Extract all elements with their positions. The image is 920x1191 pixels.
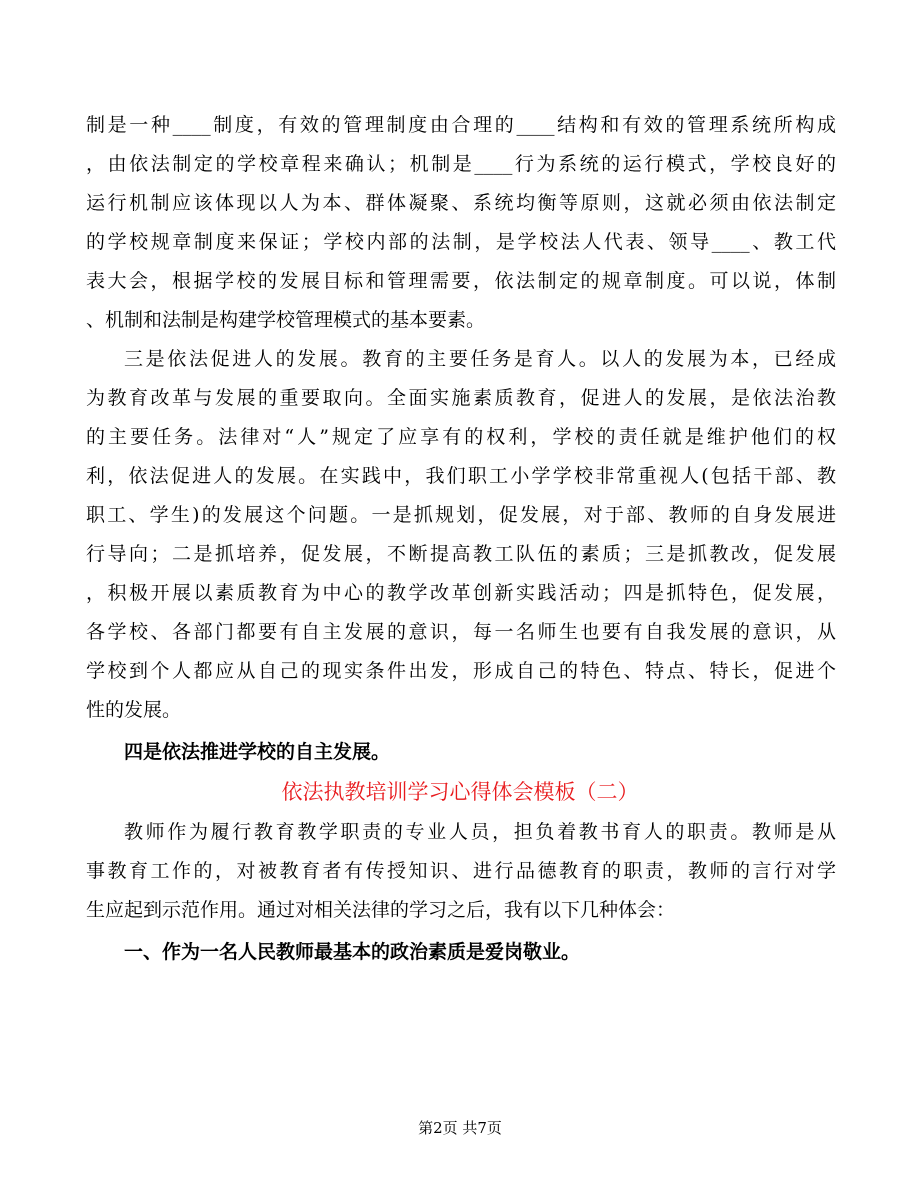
paragraph-line: 为教育改革与发展的重要取向。全面实施素质教育，促进人的发展，是依法治教: [86, 387, 836, 409]
paragraph-line: ，由依法制定的学校章程来确认；机制是____行为系统的运行模式，学校良好的: [86, 153, 836, 175]
page-title: 依法执教培训学习心得体会模板（二）: [281, 780, 639, 804]
paragraph-line: 利，依法促进人的发展。在实践中，我们职工小学学校非常重视人(包括干部、教: [86, 465, 836, 487]
paragraph-line: 、机制和法制是构建学校管理模式的基本要素。: [86, 309, 486, 331]
paragraph-line: 制是一种____制度，有效的管理制度由合理的____结构和有效的管理系统所构成: [86, 114, 836, 136]
paragraph-line: 运行机制应该体现以人为本、群体凝聚、系统均衡等原则，这就必须由依法制定: [86, 192, 836, 214]
paragraph-line: 行导向；二是抓培养，促发展，不断提高教工队伍的素质；三是抓教改，促发展: [86, 543, 836, 565]
paragraph-line: 生应起到示范作用。通过对相关法律的学习之后，我有以下几种体会：: [86, 899, 676, 921]
section-heading: 一、作为一名人民教师最基本的政治素质是爱岗敬业。: [124, 941, 581, 963]
paragraph-line: 的学校规章制度来保证；学校内部的法制，是学校法人代表、领导____、教工代: [86, 231, 836, 253]
paragraph-line: 教师作为履行教育教学职责的专业人员，担负着教书育人的职责。教师是从: [124, 821, 836, 843]
paragraph-line: 表大会，根据学校的发展目标和管理需要，依法制定的规章制度。可以说，体制: [86, 270, 836, 292]
paragraph-line: 各学校、各部门都要有自主发展的意识，每一名师生也要有自我发展的意识，从: [86, 621, 836, 643]
paragraph-line: 事教育工作的，对被教育者有传授知识、进行品德教育的职责，教师的言行对学: [86, 860, 836, 882]
paragraph-line: 性的发展。: [86, 699, 182, 721]
paragraph-line: 三是依法促进人的发展。教育的主要任务是育人。以人的发展为本，已经成: [124, 348, 836, 370]
paragraph-line: 职工、学生)的发展这个问题。一是抓规划，促发展，对于部、教师的自身发展进: [86, 504, 836, 526]
paragraph-line: 的主要任务。法律对“人”规定了应享有的权利，学校的责任就是维护他们的权: [86, 426, 836, 448]
paragraph-line: 学校到个人都应从自己的现实条件出发，形成自己的特色、特点、特长，促进个: [86, 660, 836, 682]
page-number: 第2页 共7页: [418, 1119, 502, 1137]
paragraph-line: ，积极开展以素质教育为中心的教学改革创新实践活动；四是抓特色，促发展，: [86, 582, 836, 604]
section-heading: 四是依法推进学校的自主发展。: [124, 741, 391, 763]
